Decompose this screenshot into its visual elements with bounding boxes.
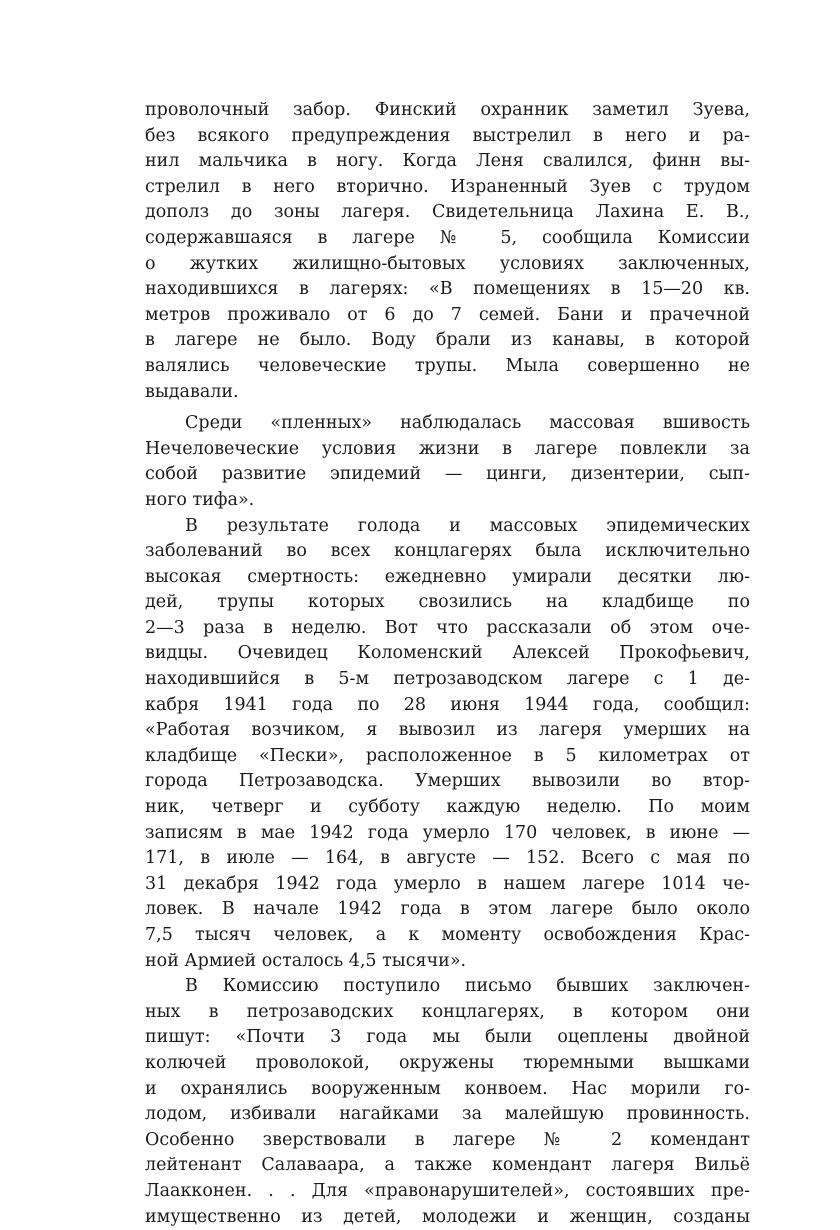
text-line: ного тифа». [145,489,255,510]
text-line: высокая смертность: ежедневно умирали десятки лю- [145,566,750,587]
text-line: собой развитие эпидемий — цинги, дизентерии, сып- [145,464,750,485]
text-line: пишут: «Почти 3 года мы были оцеплены двойной [145,1027,750,1048]
text-line: находившихся в лагерях: «В помещениях в 15—20 кв. [145,279,750,300]
text-line: кабря 1941 года по 28 июня 1944 года, сообщил: [145,694,750,715]
text-line: ловек. В начале 1942 года в этом лагере было около [145,899,750,920]
text-line: 2—3 раза в неделю. Вот что рассказали об этом оче- [145,617,750,638]
text-line: колючей проволокой, окружены тюремными вышками [145,1052,750,1073]
text-line: валялись человеческие трупы. Мыла совершенно не [145,355,750,376]
text-line: Нечеловеческие условия жизни в лагере повлекли за [145,438,750,459]
text-line: записям в мае 1942 года умерло 170 человек, в июне — [145,822,750,843]
text-line: стрелил в него вторично. Израненный Зуев с трудом [145,176,750,197]
text-line: ных в петрозаводских концлагерях, в котором они [145,1001,750,1022]
text-line: метров проживало от 6 до 7 семей. Бани и прачечной [145,304,750,325]
text-line: 171, в июле — 164, в августе — 152. Всего с мая по [145,848,750,869]
text-line: В Комиссию поступило письмо бывших заключен- [185,976,750,997]
text-line: ной Армией осталось 4,5 тысячи». [145,950,467,971]
text-line: лейтенант Салаваара, а также комендант лагеря Вильё [145,1155,750,1176]
text-line: без всякого предупреждения выстрелил в него и ра- [145,125,750,146]
text-line: В результате голода и массовых эпидемических [185,515,750,536]
text-line: видцы. Очевидец Коломенский Алексей Прокофьевич, [145,643,750,664]
text-line: нил мальчика в ногу. Когда Леня свалился, финн вы- [145,151,750,172]
paragraph-4 [145,974,750,1230]
text-line: 31 декабря 1942 года умерло в нашем лагере 1014 че- [145,873,750,894]
text-line: лодом, избивали нагайками за малейшую провинность. [145,1104,750,1125]
paragraph-3 [145,514,750,975]
paragraph-2 [145,411,750,513]
text-line: Лаакконен. . . Для «правонарушителей», состоявших пре- [145,1180,750,1201]
text-line: дополз до зоны лагеря. Свидетельница Лахина Е. В., [145,202,750,223]
text-line: в лагере не было. Воду брали из канавы, в которой [145,330,750,351]
text-line: кладбище «Пески», расположенное в 5 километрах от [145,745,750,766]
text-line: Особенно зверствовали в лагере № 2 комендант [145,1129,750,1150]
text-line: 7,5 тысяч человек, а к моменту освобождения Крас- [145,925,750,945]
text-line: дей, трупы которых свозились на кладбище по [145,592,750,613]
text-line: проволочный забор. Финский охранник заметил Зуева, [145,100,750,120]
text-line: выдавали. [145,381,239,402]
text-line: имущественно из детей, молодежи и женщин, созданы [145,1206,750,1227]
text-line: содержавшаяся в лагере № 5, сообщила Комиссии [145,227,750,248]
text-line: находившийся в 5-м петрозаводском лагере с 1 де- [145,669,750,690]
book-page [145,98,750,1230]
text-line: и охранялись вооруженным конвоем. Нас морили го- [145,1078,750,1099]
text-line: города Петрозаводска. Умерших вывозили во втор- [145,771,750,792]
text-line: ник, четверг и субботу каждую неделю. По моим [145,797,750,818]
text-line: заболеваний во всех концлагерях была исключительно [145,541,750,562]
text-line: о жутких жилищно-бытовых условиях заключенных, [145,253,750,274]
paragraph-1 [145,98,750,405]
text-line: «Работая возчиком, я вывозил из лагеря умерших на [145,720,750,741]
text-line: Среди «пленных» наблюдалась массовая вшивость [185,413,750,434]
